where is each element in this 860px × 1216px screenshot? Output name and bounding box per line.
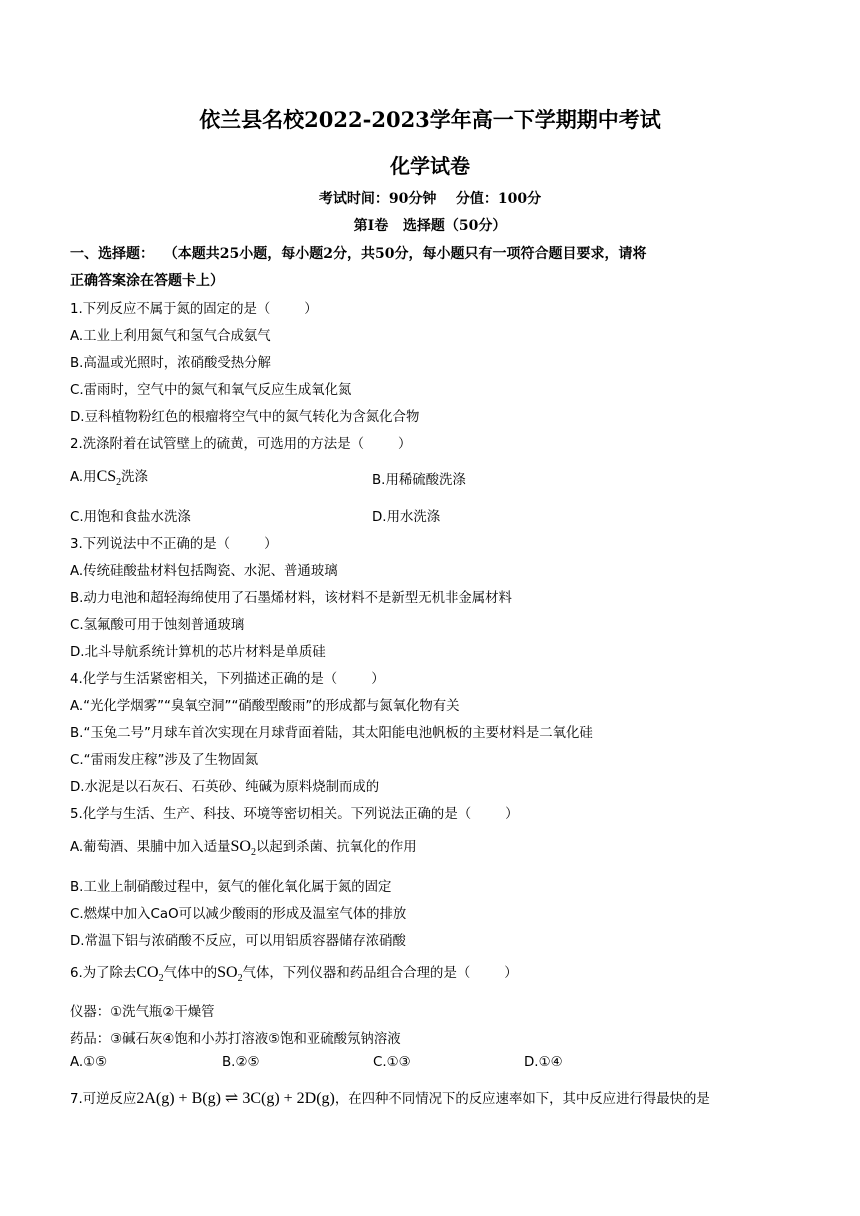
q2-formula-text: CS: [96, 468, 117, 485]
q5-option-d: D.常温下铝与浓硝酸不反应，可以用铝质容器储存浓硝酸: [70, 934, 406, 949]
q2-formula-cs2: [96, 468, 122, 489]
q6-formula1-sub: 2: [158, 973, 164, 985]
q6-option-d: D.①④: [524, 1055, 563, 1070]
q5-formula-text: SO: [230, 838, 251, 855]
q6-formula1-text: CO: [136, 964, 159, 981]
q2-stem: 2.洗涤附着在试管壁上的硫黄，可选用的方法是（ ）: [70, 437, 412, 452]
part-heading: 第Ⅰ卷 选择题（50分）: [353, 218, 507, 234]
section-instructions-line2: 正确答案涂在答题卡上）: [70, 273, 224, 289]
q6-option-b: B.②⑤: [222, 1055, 260, 1070]
q4-option-b: B.“玉兔二号”月球车首次实现在月球背面着陆，其太阳能电池帆板的主要材料是二氧化硅: [70, 726, 593, 741]
q5-option-a-suffix: 以起到杀菌、抗氧化的作用: [255, 840, 417, 855]
q2-formula-sub: 2: [116, 477, 122, 489]
q7-equation: 2A(g) + B(g) ⇌ 3C(g) + 2D(g): [136, 1090, 335, 1107]
q5-option-c: C.燃煤中加入CaO可以减少酸雨的形成及温室气体的排放: [70, 907, 407, 922]
q1-option-d: D.豆科植物粉红色的根瘤将空气中的氮气转化为含氮化合物: [70, 410, 420, 425]
q5-formula-so2: [230, 838, 256, 859]
q6-option-a: A.①⑤: [70, 1055, 108, 1070]
q6-stem-suffix: 气体，下列仪器和药品组合合理的是（ ）: [242, 966, 518, 981]
q1-option-a: A.工业上利用氮气和氢气合成氨气: [70, 329, 271, 344]
q2-option-a-prefix: A.用: [70, 470, 97, 485]
q3-option-a: A.传统硅酸盐材料包括陶瓷、水泥、普通玻璃: [70, 564, 338, 579]
q6-option-c: C.①③: [373, 1055, 411, 1070]
q6-stem: [70, 962, 518, 984]
q5-formula-sub: 2: [250, 847, 256, 859]
q4-option-c: C.“雷雨发庄稼”涉及了生物固氮: [70, 753, 259, 768]
q6-formula-so2: [217, 964, 243, 985]
exam-title: 依兰县名校2022-2023学年高一下学期期中考试: [199, 107, 661, 132]
q6-stem-prefix: 6.为了除去: [70, 966, 137, 981]
q2-option-b: B.用稀硫酸洗涤: [372, 473, 466, 488]
q2-option-a: [70, 466, 370, 488]
q7-stem: [70, 1088, 710, 1108]
q5-stem: 5.化学与生活、生产、科技、环境等密切相关。下列说法正确的是（ ）: [70, 807, 519, 822]
q3-stem: 3.下列说法中不正确的是（ ）: [70, 537, 278, 552]
q6-instruments: 仪器：①洗气瓶②干燥管: [70, 1005, 215, 1020]
q5-option-a-prefix: A.葡萄酒、果脯中加入适量: [70, 840, 231, 855]
q1-option-b: B.高温或光照时，浓硝酸受热分解: [70, 356, 271, 371]
exam-info: 考试时间：90分钟 分值：100分: [318, 191, 542, 207]
q3-option-c: C.氢氟酸可用于蚀刻普通玻璃: [70, 618, 245, 633]
q3-option-d: D.北斗导航系统计算机的芯片材料是单质硅: [70, 645, 326, 660]
q6-formula2-sub: 2: [237, 973, 243, 985]
section-instructions-line1: 一、选择题： （本题共25小题，每小题2分，共50分，每小题只有一项符合题目要求，请将: [70, 246, 647, 262]
q6-stem-mid: 气体中的: [163, 966, 218, 981]
q7-stem-prefix: 7.可逆反应: [70, 1092, 137, 1107]
q4-stem: 4.化学与生活紧密相关，下列描述正确的是（ ）: [70, 672, 385, 687]
q7-stem-suffix: ，在四种不同情况下的反应速率如下，其中反应进行得最快的是: [334, 1092, 710, 1107]
q1-option-c: C.雷雨时，空气中的氮气和氧气反应生成氧化氮: [70, 383, 352, 398]
q4-option-a: A.“光化学烟雾”“臭氧空洞”“硝酸型酸雨”的形成都与氮氧化物有关: [70, 699, 460, 714]
q6-reagents: 药品：③碱石灰④饱和小苏打溶液⑤饱和亚硫酸氖钠溶液: [70, 1032, 401, 1047]
q6-formula-co2: [136, 964, 164, 985]
q3-option-b: B.动力电池和超轻海绵使用了石墨烯材料，该材料不是新型无机非金属材料: [70, 591, 512, 606]
q1-stem: 1.下列反应不属于氮的固定的是（ ）: [70, 302, 318, 317]
q2-option-c: C.用饱和食盐水洗涤: [70, 510, 191, 525]
q5-option-a: [70, 836, 417, 858]
q2-option-a-suffix: 洗涤: [121, 470, 148, 485]
q6-formula2-text: SO: [217, 964, 238, 981]
exam-subtitle: 化学试卷: [390, 154, 470, 178]
q4-option-d: D.水泥是以石灰石、石英砂、纯碱为原料烧制而成的: [70, 780, 380, 795]
q5-option-b: B.工业上制硝酸过程中，氨气的催化氧化属于氮的固定: [70, 880, 392, 895]
q2-option-d: D.用水洗涤: [372, 510, 441, 525]
